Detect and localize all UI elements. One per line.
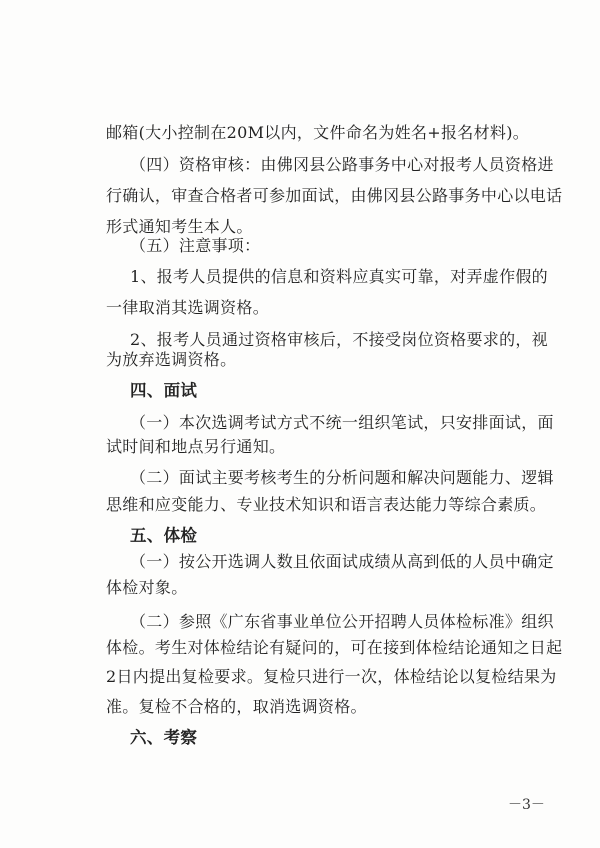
text-line: （一）本次选调考试方式不统一组织笔试，只安排面试，面 xyxy=(130,413,554,432)
text-line: （一）按公开选调人数且依面试成绩从高到低的人员中确定 xyxy=(130,552,554,571)
text-line: 形式通知考生本人。 xyxy=(106,217,253,236)
text-line: 思维和应变能力、专业技术知识和语言表达能力等综合素质。 xyxy=(106,495,547,514)
text-line: （二）面试主要考核考生的分析问题和解决问题能力、逻辑 xyxy=(130,468,554,487)
section-heading-inspection: 六、考察 xyxy=(130,728,198,747)
text-line: 准。复检不合格的，取消选调资格。 xyxy=(106,697,367,716)
text-line: 试时间和地点另行通知。 xyxy=(106,437,286,456)
text-line: （四）资格审核：由佛冈县公路事务中心对报考人员资格进 xyxy=(130,155,554,174)
text-line: 1、报考人员提供的信息和资料应真实可靠，对弄虚作假的 xyxy=(130,267,548,286)
text-line: 体检。考生对体检结论有疑问的，可在接到体检结论通知之日起 xyxy=(106,638,563,657)
text-line: （二）参照《广东省事业单位公开招聘人员体检标准》组织 xyxy=(130,612,554,631)
text-line: 邮箱(大小控制在20M以内，文件命名为姓名+报名材料)。 xyxy=(106,123,530,142)
section-heading-physical-exam: 五、体检 xyxy=(130,526,198,545)
text-line: （五）注意事项： xyxy=(130,236,261,255)
page-number: －3－ xyxy=(508,797,545,813)
text-line: 体检对象。 xyxy=(106,578,188,597)
section-heading-interview: 四、面试 xyxy=(130,381,198,400)
text-line: 为放弃选调资格。 xyxy=(106,350,237,369)
text-line: 一律取消其选调资格。 xyxy=(106,298,270,317)
text-line: 行确认，审查合格者可参加面试，由佛冈县公路事务中心以电话 xyxy=(106,186,563,205)
text-line: 2日内提出复检要求。复检只进行一次，体检结论以复检结果为 xyxy=(106,667,557,686)
text-line: 2、报考人员通过资格审核后，不接受岗位资格要求的，视 xyxy=(130,330,548,349)
